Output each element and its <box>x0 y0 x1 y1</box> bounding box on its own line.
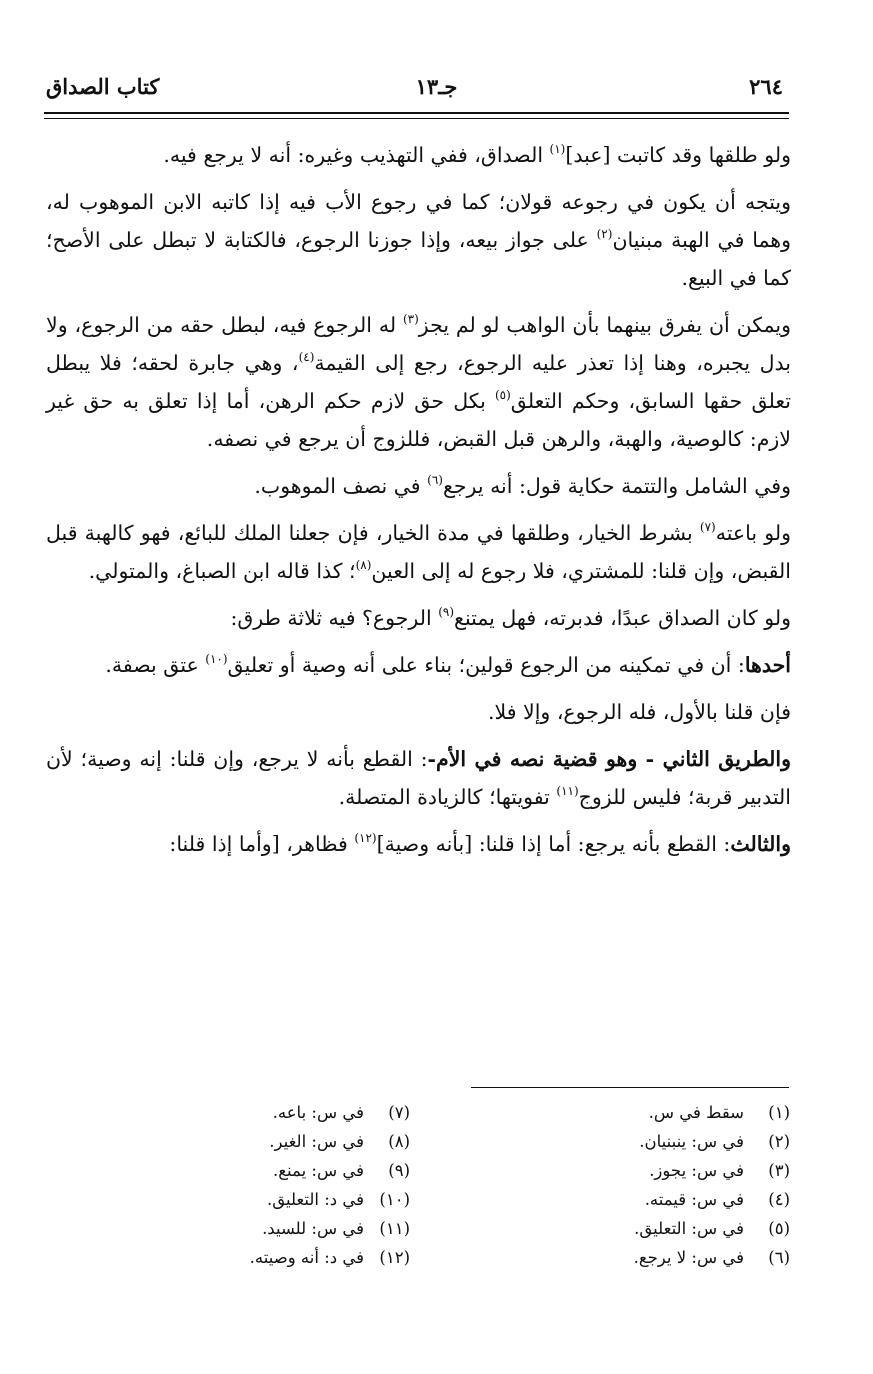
footnote-marker[interactable]: (٦) <box>427 473 443 487</box>
bold-lead: والثالث <box>730 832 791 856</box>
paragraph: ولو باعته$^{(٧)}$ بشرط الخيار، وطلقها في مدة الخيار، فإن جعلنا الملك للبائع، فهو كالهبة قبل القبض، وإن قلنا: للمشتري، فلا رجوع له إلى العين$^{(٨)}$؛ كذا قاله ابن الصباغ، والمتولي. <box>46 520 791 583</box>
footnote-marker[interactable]: (٧) <box>699 520 716 534</box>
footnote-number: (٢) <box>768 1132 790 1151</box>
footnote-marker[interactable]: (٤) <box>298 350 315 364</box>
footnote <box>530 1156 790 1185</box>
footnote-marker[interactable]: (٨) <box>355 558 372 572</box>
footnote-number: (١١) <box>379 1219 410 1238</box>
footnote-marker[interactable]: (٩) <box>438 605 455 619</box>
footnote-marker[interactable]: (١٢) <box>354 831 377 845</box>
paragraph: ويتجه أن يكون في رجوعه قولان؛ كما في رجوع الأب فيه إذا كاتبه الابن الموهوب له، وهما في الهبة مبنيان$^{(٢)}$ على جواز بيعه، وإذا جوزنا الرجوع، فالكتابة لا تبطل على الأصح؛ كما في البيع. <box>46 190 792 290</box>
footnote-text: سقط في س. <box>648 1103 744 1122</box>
footnote-number: (٧) <box>388 1103 410 1122</box>
footnote-number: (٦) <box>768 1248 790 1267</box>
footnote-number: (٨) <box>388 1132 410 1151</box>
paragraph: والثالث: القطع بأنه يرجع: أما إذا قلنا: [بأنه وصية]$^{(١٢)}$ فظاهر، [وأما إذا قلنا: <box>169 831 791 856</box>
paragraph: وفي الشامل والتتمة حكاية قول: أنه يرجع$^{(٦)}$ في نصف الموهوب. <box>254 473 791 498</box>
footnote-number: (٥) <box>768 1219 790 1238</box>
footnote-text: في س: لا يرجع. <box>633 1248 744 1267</box>
footnote-text: في د: أنه وصيته. <box>249 1248 364 1267</box>
footnote-number: (١٢) <box>379 1248 410 1267</box>
footnote <box>530 1098 790 1127</box>
footnote-text: في س: قيمته. <box>644 1190 744 1209</box>
footnote-number: (٣) <box>768 1161 790 1180</box>
footnote <box>150 1098 410 1127</box>
paragraph: فإن قلنا بالأول، فله الرجوع، وإلا فلا. <box>487 700 791 724</box>
footnote-text: في س: للسيد. <box>262 1219 364 1238</box>
footnote-number: (١) <box>768 1103 790 1122</box>
footnote <box>150 1156 410 1185</box>
book-title: كتاب الصداق <box>46 74 160 99</box>
footnote <box>150 1214 410 1243</box>
footnote-marker[interactable]: (٢) <box>596 227 613 241</box>
footnote <box>530 1214 790 1243</box>
footnote <box>530 1127 790 1156</box>
footnote <box>150 1243 410 1272</box>
footnote-text: في س: ينبنيان. <box>639 1132 744 1151</box>
footnote-number: (٤) <box>768 1190 790 1209</box>
page-number: ٢٦٤ <box>749 74 783 99</box>
footnote <box>530 1185 790 1214</box>
bold-lead: والطريق الثاني - وهو قضية نصه في الأم- <box>427 747 791 771</box>
footnote <box>530 1243 790 1272</box>
footnote-marker[interactable]: (١٠) <box>205 652 228 666</box>
main-text <box>46 136 791 872</box>
footnote-column-right <box>530 1098 790 1272</box>
footnote-number: (١٠) <box>379 1190 410 1209</box>
footnote-text: في س: باعه. <box>272 1103 364 1122</box>
footnote-marker[interactable]: (١) <box>549 142 566 156</box>
footnote-text: في س: يجوز. <box>649 1161 744 1180</box>
footnote-separator <box>471 1087 789 1088</box>
footnote <box>150 1127 410 1156</box>
paragraph: ويمكن أن يفرق بينهما بأن الواهب لو لم يجز$^{(٣)}$ له الرجوع فيه، لبطل حقه من الرجوع، ولا بدل يجبره، وهنا إذا تعذر عليه الرجوع، رجع إلى القيمة$^{(٤)}$، وهي جابرة لحقه؛ فلا يبطل تعلق حقها السابق، وحكم التعلق$^{(٥)}$ بكل حق لازم حكم الرهن، أما إذا تعلق به حق غير لازم: كالوصية، والهبة، والرهن قبل القبض، فللزوج أن يرجع في نصفه. <box>46 312 791 451</box>
footnote-column-left <box>150 1098 410 1272</box>
footnote-text: في س: يمنع. <box>273 1161 364 1180</box>
footnote-number: (٩) <box>388 1161 410 1180</box>
footnote <box>150 1185 410 1214</box>
paragraph: والطريق الثاني - وهو قضية نصه في الأم-: القطع بأنه لا يرجع، وإن قلنا: إنه وصية؛ لأن التدبير قربة؛ فليس للزوج$^{(١١)}$ تفويتها؛ كالزيادة المتصلة. <box>46 747 791 809</box>
paragraph: أحدها: أن في تمكينه من الرجوع قولين؛ بناء على أنه وصية أو تعليق$^{(١٠)}$ عتق بصفة. <box>105 652 791 677</box>
footnote-marker[interactable]: (٥) <box>494 388 511 402</box>
volume-label: جـ١٣ <box>415 74 458 99</box>
header-rule <box>44 112 789 114</box>
paragraph: ولو طلقها وقد كاتبت [عبد]$^{(١)}$ الصداق، ففي التهذيب وغيره: أنه لا يرجع فيه. <box>163 142 791 167</box>
footnote-marker[interactable]: (٣) <box>402 312 419 326</box>
footnote-text: في د: التعليق. <box>266 1190 364 1209</box>
footnote-marker[interactable]: (١١) <box>556 784 579 798</box>
footnote-text: في س: التعليق. <box>634 1219 744 1238</box>
footnote-text: في س: الغير. <box>269 1132 364 1151</box>
bold-lead: أحدها <box>744 653 791 677</box>
paragraph: ولو كان الصداق عبدًا، فدبرته، فهل يمتنع$^{(٩)}$ الرجوع؟ فيه ثلاثة طرق: <box>230 605 791 630</box>
header-rule-thin <box>44 118 789 119</box>
